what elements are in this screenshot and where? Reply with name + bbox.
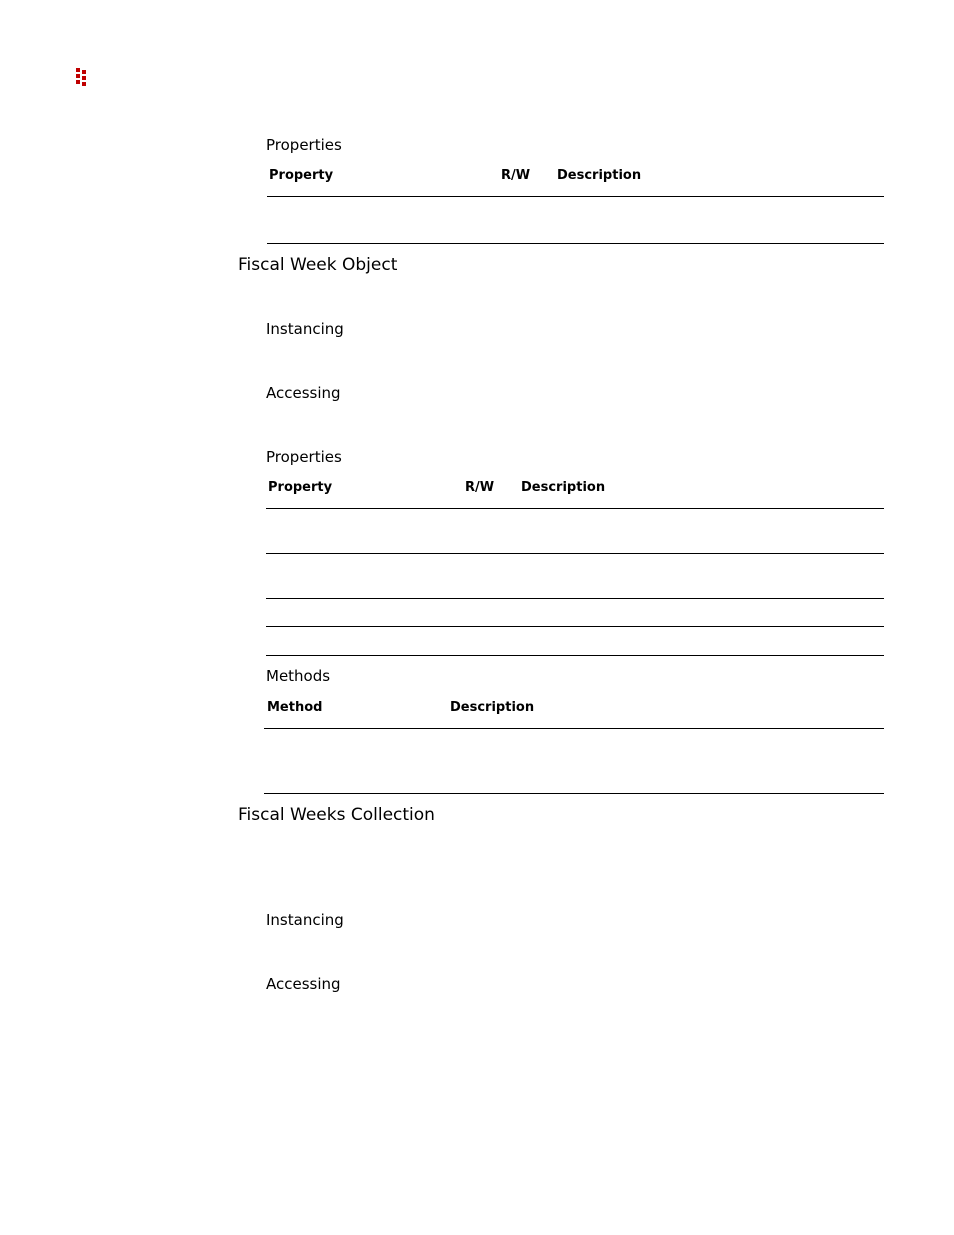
table-row-rule [266, 553, 884, 554]
instancing-heading: Instancing [266, 911, 344, 929]
table-header-rule [264, 728, 884, 729]
table-row-rule [266, 626, 884, 627]
column-header-property: Property [269, 168, 334, 183]
accessing-heading: Accessing [266, 384, 341, 402]
table-bottom-rule [266, 655, 884, 656]
properties-heading: Properties [266, 136, 342, 154]
table-bottom-rule [264, 793, 884, 794]
methods-heading: Methods [266, 667, 331, 685]
table-header-rule [266, 508, 884, 509]
object-title-fiscal-weeks-collection: Fiscal Weeks Collection [238, 805, 435, 825]
instancing-heading: Instancing [266, 320, 344, 338]
column-header-property: Property [268, 480, 333, 495]
table-bottom-rule [267, 243, 884, 244]
column-header-description: Description [521, 480, 606, 495]
column-header-method: Method [267, 700, 323, 715]
column-header-description: Description [557, 168, 642, 183]
column-header-rw: R/W [501, 168, 531, 183]
table-row-rule [266, 598, 884, 599]
column-header-description: Description [450, 700, 535, 715]
object-title-fiscal-week: Fiscal Week Object [238, 255, 398, 275]
properties-heading: Properties [266, 448, 342, 466]
accessing-heading: Accessing [266, 975, 341, 993]
column-header-rw: R/W [465, 480, 495, 495]
brand-logo-icon [76, 68, 90, 86]
table-header-rule [267, 196, 884, 197]
